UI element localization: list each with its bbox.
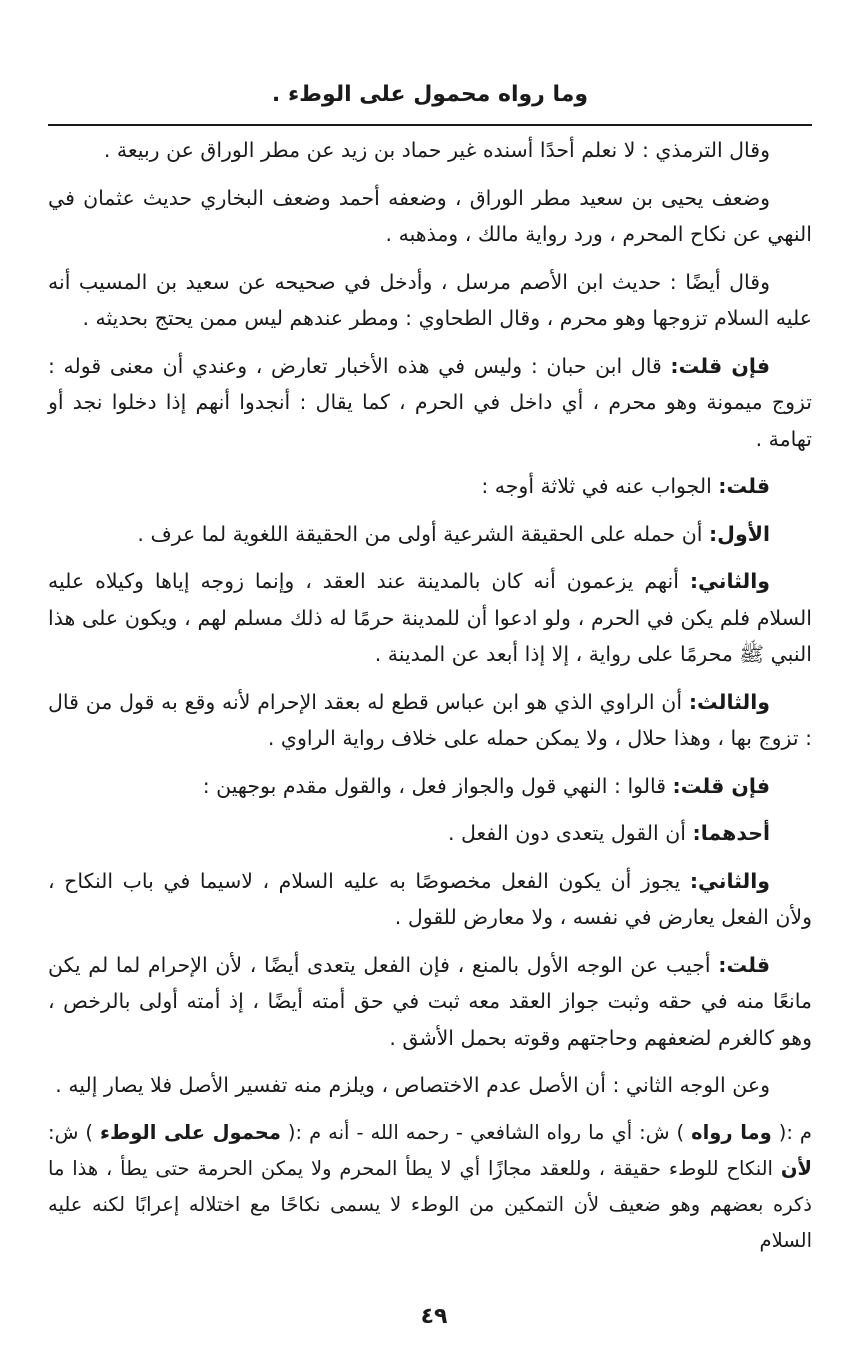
header-divider bbox=[48, 124, 812, 126]
paragraph: قلت: أجيب عن الوجه الأول بالمنع ، فإن الفعل يتعدى أيضًا ، لأن الإحرام لما لم يكن مانعًا منه في حقه وثبت جواز العقد معه ثبت في حق أمته أيضًا ، إذ أمته أولى بالرخص ، وهو كالغرم لضعفهم وحاجتهم وقوته بحمل الأشق . bbox=[48, 952, 812, 1050]
paragraph: الأول: أن حمله على الحقيقة الشرعية أولى من الحقيقة اللغوية لما عرف . bbox=[137, 521, 770, 546]
paragraph: قلت: الجواب عنه في ثلاثة أوجه : bbox=[481, 474, 770, 498]
paragraph: والثاني: أنهم يزعمون أنه كان بالمدينة عند العقد ، وإنما زوجه إياها وكيلاه عليه السلام فلم يكن في الحرم ، ولو ادعوا أن للمدينة حرمًا له ذلك مسلم لهم ، ويكون على هذا النبي ﷺ محرمًا على رواية ، إلا إذا أبعد عن المدينة . bbox=[48, 569, 812, 666]
paragraph: وعن الوجه الثاني : أن الأصل عدم الاختصاص ، ويلزم منه تفسير الأصل فلا يصار إليه . bbox=[55, 1073, 770, 1097]
commentary-block: م :( وما رواه ) ش: أي ما رواه الشافعي - رحمه الله - أنه م :( محمول على الوطء ) ش: لأن النكاح للوطء حقيقة ، وللعقد مجازًا أي لا يطأ المحرم ولا يمكن الحرمة حتى يطأ ، هذا ما ذكره بعضهم وهو ضعيف لأن التمكين من الوطء لا يسمى نكاحًا مع اختلاله إعرابًا لكنه عليه السلام bbox=[48, 1120, 812, 1252]
page-number: ٤٩ bbox=[420, 1304, 448, 1329]
paragraph: وضعف يحيى بن سعيد مطر الوراق ، وضعفه أحمد وضعف البخاري حديث عثمان في النهي عن نكاح المحرم ، ورد رواية مالك ، ومذهبه . bbox=[48, 185, 812, 246]
paragraph: فإن قلت: قالوا : النهي قول والجواز فعل ، والقول مقدم بوجهين : bbox=[202, 773, 770, 798]
main-text bbox=[48, 132, 812, 1259]
paragraph: فإن قلت: قال ابن حبان : وليس في هذه الأخبار تعارض ، وعندي أن معنى قوله : تزوج ميمونة وهو محرم ، أي داخل في الحرم ، كما يقال : أنجدوا أنهم إذا دخلوا نجد أو تهامة . bbox=[48, 353, 812, 451]
page-header bbox=[48, 78, 812, 112]
paragraph: والثالث: أن الراوي الذي هو ابن عباس قطع له بعقد الإحرام لأنه وقع به قول من قال : تزوج بها ، وهذا حلال ، ولا يمكن حمله على خلاف رواية الراوي . bbox=[48, 689, 812, 750]
paragraph: وقال أيضًا : حديث ابن الأصم مرسل ، وأدخل في صحيحه عن سعيد بن المسيب أنه عليه السلام تزوجها وهو محرم ، وقال الطحاوي : ومطر عندهم ليس ممن يحتج بحديثه . bbox=[48, 269, 812, 330]
paragraph: وقال الترمذي : لا نعلم أحدًا أسنده غير حماد بن زيد عن مطر الوراق عن ربيعة . bbox=[103, 138, 770, 162]
paragraph: أحدهما: أن القول يتعدى دون الفعل . bbox=[447, 821, 770, 845]
header-title: وما رواه محمول على الوطء . bbox=[271, 82, 589, 107]
paragraph: والثاني: يجوز أن يكون الفعل مخصوصًا به عليه السلام ، لاسيما في باب النكاح ، ولأن الفعل يعارض في نفسه ، ولا معارض للقول . bbox=[48, 868, 812, 929]
